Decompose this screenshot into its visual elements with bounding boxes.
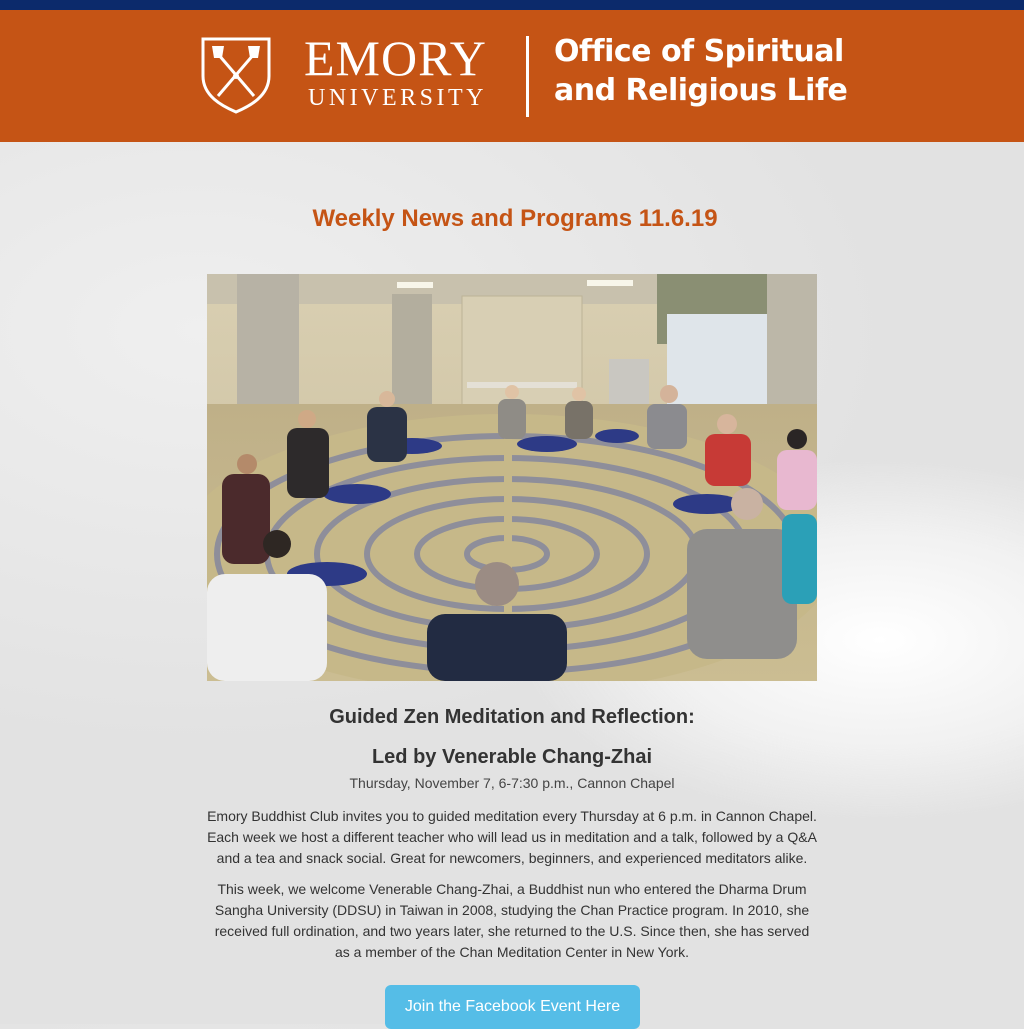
bio-line: Sangha University (DDSU) in Taiwan in 2008, studying the Chan Practice program. In 2010, she	[214, 902, 810, 918]
description-line: and a tea and snack social. Great for newcomers, beginners, and experienced meditators alike.	[216, 850, 808, 866]
event-date: Thursday, November 7, 6-7:30 p.m., Cannon Chapel	[349, 775, 675, 791]
header-divider	[526, 36, 529, 117]
speaker-bio	[196, 879, 828, 963]
description-line: Emory Buddhist Club invites you to guided meditation every Thursday at 6 p.m. in Cannon Chapel.	[207, 808, 817, 824]
office-title-line2: and Religious Life	[554, 73, 848, 108]
university-wordmark: UNIVERSITY	[308, 85, 487, 111]
event-subtitle: Led by Venerable Chang-Zhai	[371, 746, 653, 768]
emory-shield-icon	[200, 36, 272, 114]
bio-line: received full ordination, and two years later, she returned to the U.S. Since then, she has served	[214, 923, 810, 939]
emory-wordmark: EMORY	[304, 30, 487, 86]
bio-line: as a member of the Chan Meditation Center in New York.	[334, 944, 690, 960]
meditation-circle-photo	[207, 274, 817, 681]
event-description	[196, 806, 828, 869]
bio-line: This week, we welcome Venerable Chang-Zhai, a Buddhist nun who entered the Dharma Drum	[217, 881, 807, 897]
newsletter-heading: Weekly News and Programs 11.6.19	[312, 205, 718, 232]
header-banner	[0, 10, 1024, 142]
facebook-event-button[interactable]: Join the Facebook Event Here	[385, 985, 640, 1029]
office-title-line1: Office of Spiritual	[554, 34, 844, 69]
description-line: Each week we host a different teacher who will lead us in meditation and a talk, followed by a Q&A	[207, 829, 817, 845]
event-title: Guided Zen Meditation and Reflection:	[329, 706, 695, 728]
top-accent-bar	[0, 0, 1024, 10]
